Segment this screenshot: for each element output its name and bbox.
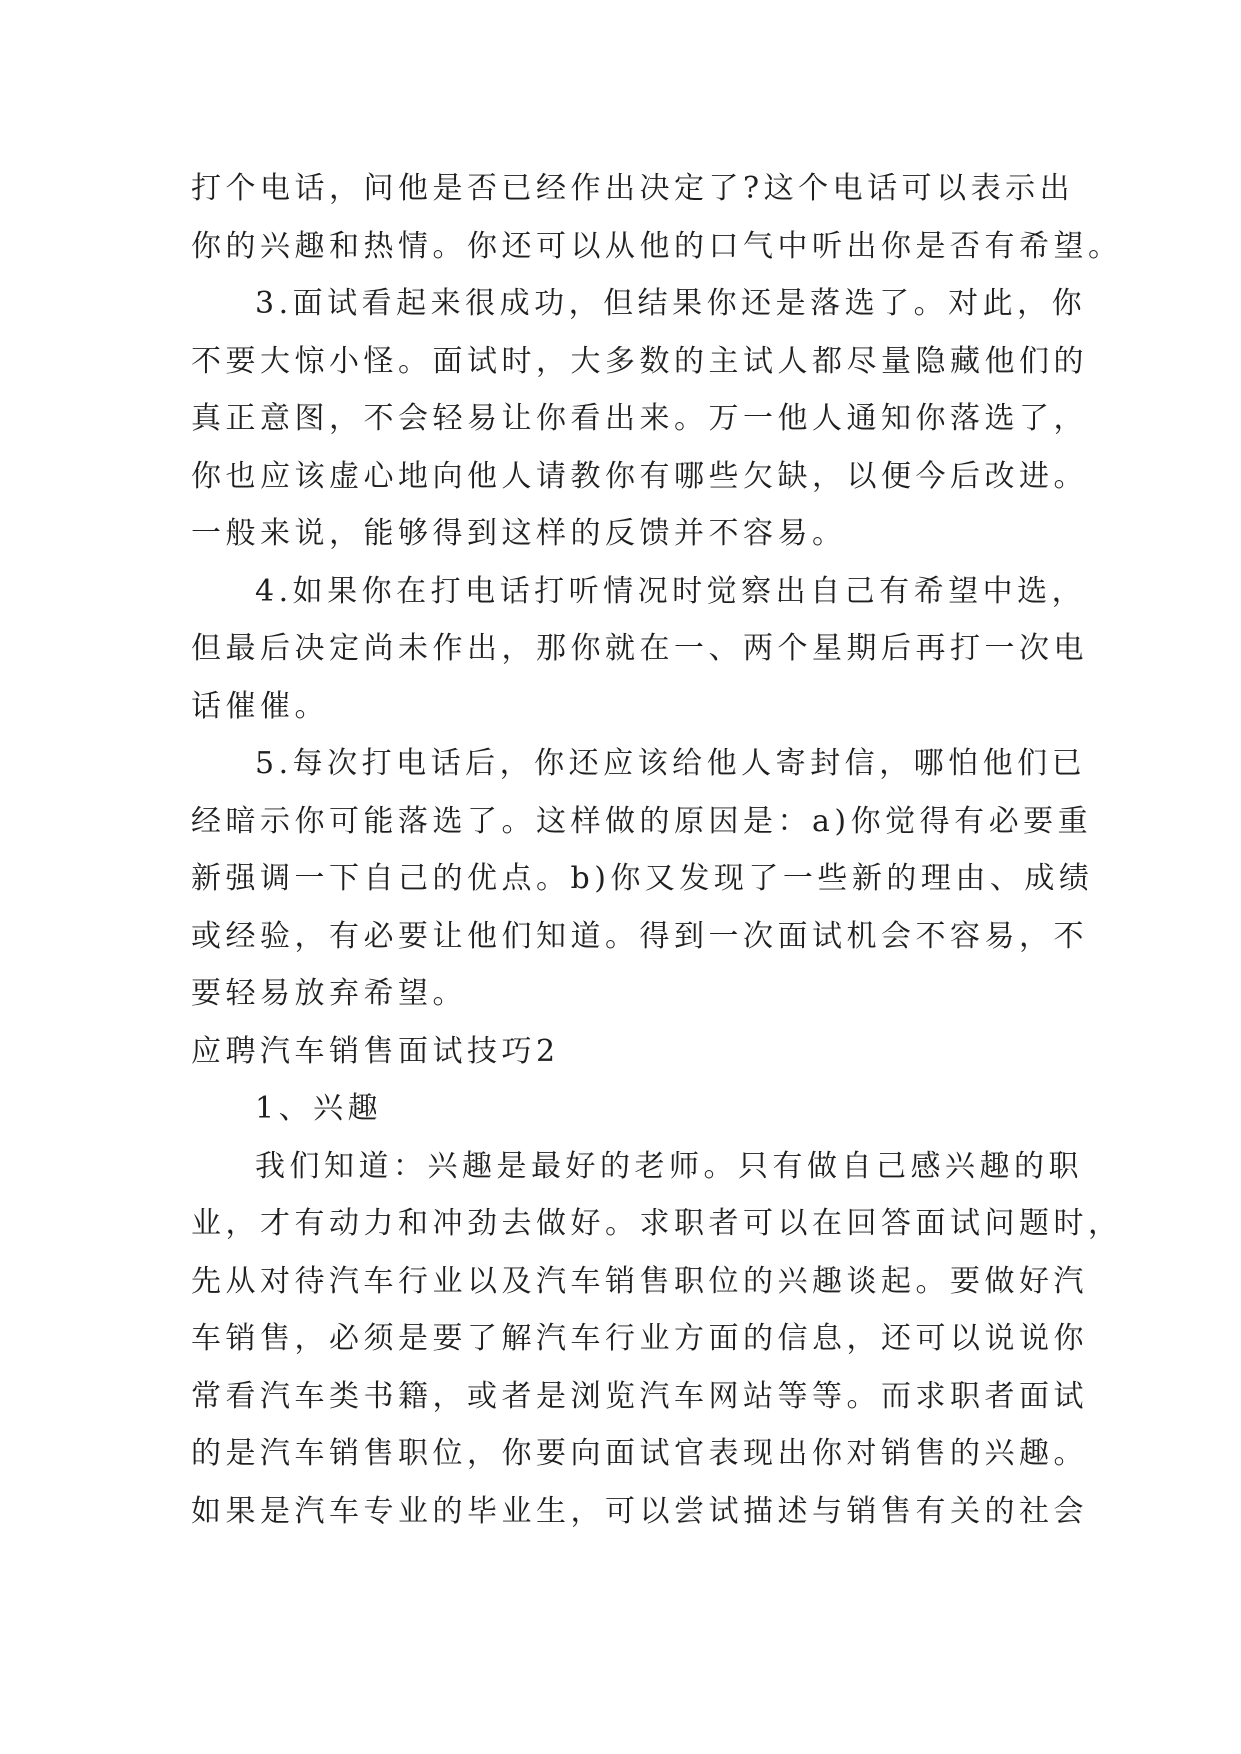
text-line: 一般来说，能够得到这样的反馈并不容易。	[191, 516, 847, 551]
text-line: 或经验，有必要让他们知道。得到一次面试机会不容易，不	[191, 918, 1088, 954]
text-line: 业，才有动力和冲劲去做好。求职者可以在回答面试问题时，	[191, 1206, 1123, 1241]
text-line: 先从对待汽车行业以及汽车销售职位的兴趣谈起。要做好汽	[191, 1263, 1088, 1299]
text-line: 要轻易放弃希望。	[191, 976, 467, 1011]
document-body	[191, 160, 1121, 1540]
text-line: 车销售，必须是要了解汽车行业方面的信息，还可以说说你	[191, 1321, 1088, 1356]
text-line: 常看汽车类书籍，或者是浏览汽车网站等等。而求职者面试	[191, 1378, 1088, 1414]
text-line: 你的兴趣和热情。你还可以从他的口气中听出你是否有希望。	[191, 228, 1123, 264]
text-line: 我们知道：兴趣是最好的老师。只有做自己感兴趣的职	[255, 1148, 1083, 1184]
text-line: 真正意图，不会轻易让你看出来。万一他人通知你落选了，	[191, 401, 1088, 436]
text-line: 5.每次打电话后，你还应该给他人寄封信，哪怕他们已	[255, 746, 1087, 781]
subsection-heading: 1、兴趣	[255, 1091, 383, 1126]
text-line: 不要大惊小怪。面试时，大多数的主试人都尽量隐藏他们的	[191, 343, 1088, 379]
text-line: 新强调一下自己的优点。b)你又发现了一些新的理由、成绩	[191, 861, 1094, 896]
text-line: 经暗示你可能落选了。这样做的原因是：a)你觉得有必要重	[191, 803, 1093, 839]
text-line: 4.如果你在打电话打听情况时觉察出自己有希望中选，	[255, 573, 1087, 609]
text-line: 你也应该虚心地向他人请教你有哪些欠缺，以便今后改进。	[191, 458, 1088, 494]
text-line: 话催催。	[191, 688, 329, 724]
text-line: 如果是汽车专业的毕业生，可以尝试描述与销售有关的社会	[191, 1493, 1088, 1529]
text-line: 打个电话，问他是否已经作出决定了?这个电话可以表示出	[191, 171, 1075, 206]
text-line: 的是汽车销售职位，你要向面试官表现出你对销售的兴趣。	[191, 1436, 1088, 1471]
text-line: 3.面试看起来很成功，但结果你还是落选了。对此，你	[255, 286, 1087, 321]
text-line: 但最后决定尚未作出，那你就在一、两个星期后再打一次电	[191, 631, 1088, 666]
section-heading: 应聘汽车销售面试技巧2	[191, 1033, 560, 1069]
